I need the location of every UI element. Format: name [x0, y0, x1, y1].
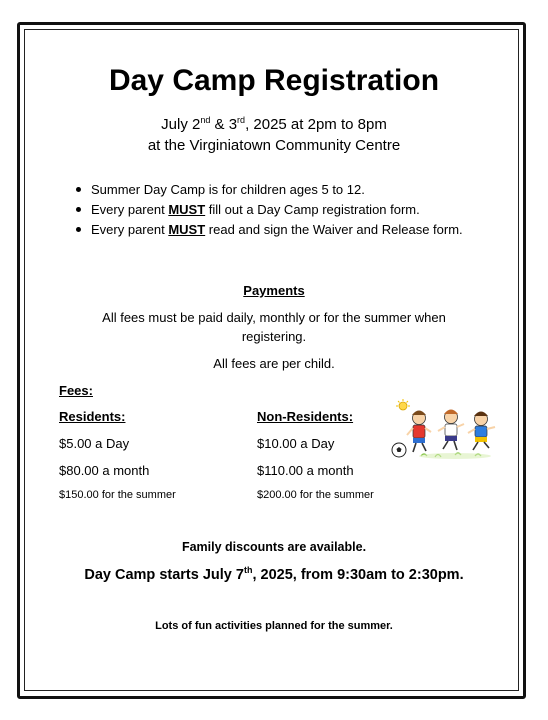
- location-line: at the Virginiatown Community Centre: [147, 137, 401, 154]
- non-residents-month-fee: $110.00 a month: [257, 463, 354, 478]
- bullet-icon: [76, 207, 81, 212]
- residents-heading: Residents:: [59, 409, 126, 424]
- residents-month-fee: $80.00 a month: [59, 463, 150, 478]
- camp-start-line: Day Camp starts July 7th, 2025, from 9:30am to 2:30pm.: [84, 565, 464, 583]
- non-residents-heading: Non-Residents:: [257, 409, 354, 424]
- residents-day-fee: $5.00 a Day: [59, 436, 130, 451]
- children-playing-soccer-icon: [385, 398, 501, 462]
- list-item: Summer Day Camp is for children ages 5 to 12.: [73, 180, 513, 200]
- fees-heading: Fees:: [59, 383, 93, 398]
- bullet-icon: [76, 187, 81, 192]
- rules-list: [73, 180, 513, 240]
- page-title: Day Camp Registration: [108, 64, 440, 97]
- non-residents-summer-fee: $200.00 for the summer: [257, 489, 374, 501]
- bullet-icon: [76, 227, 81, 232]
- list-item: Every parent MUST fill out a Day Camp registration form.: [73, 200, 513, 220]
- per-child-note: All fees are per child.: [213, 356, 335, 371]
- payments-text-line1: All fees must be paid daily, monthly or for the summer when: [102, 310, 446, 325]
- non-residents-day-fee: $10.00 a Day: [257, 436, 335, 451]
- residents-summer-fee: $150.00 for the summer: [59, 489, 176, 501]
- payments-heading: Payments: [243, 283, 305, 298]
- list-item: Every parent MUST read and sign the Waiver and Release form.: [73, 220, 513, 240]
- date-line: July 2nd & 3rd, 2025 at 2pm to 8pm: [161, 115, 387, 133]
- family-discounts-note: Family discounts are available.: [181, 540, 367, 554]
- fun-activities-note: Lots of fun activities planned for the summer.: [155, 620, 393, 632]
- payments-text-line2: registering.: [241, 329, 307, 344]
